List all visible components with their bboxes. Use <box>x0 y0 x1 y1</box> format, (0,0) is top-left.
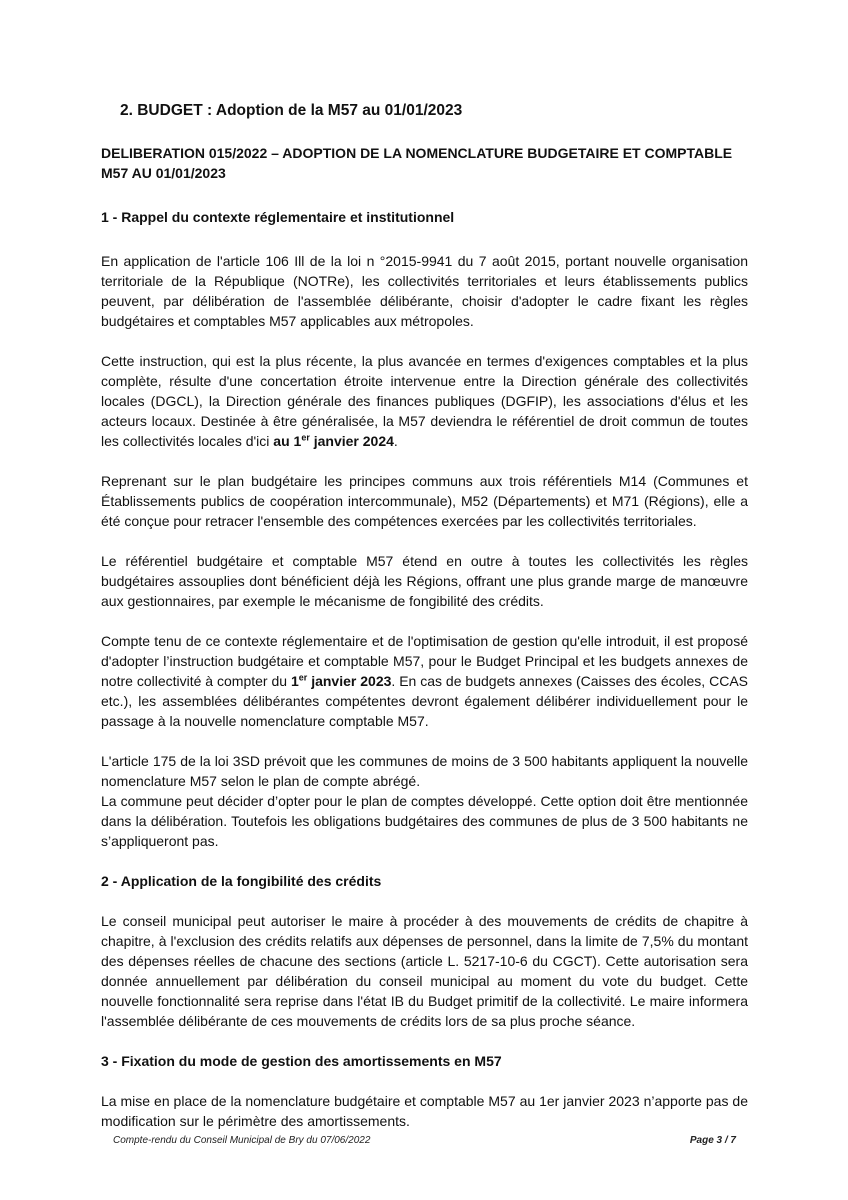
ordinal-suffix: er <box>298 672 308 683</box>
date-text: au 1 <box>273 433 302 449</box>
date-text: janvier 2023 <box>307 673 392 689</box>
date-highlight <box>291 673 391 689</box>
part1-paragraph-1: En application de l'article 106 Ill de la loi n °2015-9941 du 7 août 2015, portant nouvelle organisation territoriale de la République (NOTRe), les collectivités territoriales et leurs établissements publics peuvent, par délibération de l'assemblée délibérante, choisir d'adopter le cadre fixant les règles budgétaires et comptables M57 applicables aux métropoles. <box>101 253 748 329</box>
part1-paragraph-3: Reprenant sur le plan budgétaire les principes communs aux trois référentiels M14 (Communes et Établissements publics de coopération intercommunale), M52 (Départements) et M71 (Régions), elle a été conçue pour retracer l'ensemble des compétences exercées par les collectivités territoriales. <box>101 473 748 529</box>
part3-paragraph-1: La mise en place de la nomenclature budgétaire et comptable M57 au 1er janvier 2023 n’apporte pas de modification sur le périmètre des amortissements. <box>101 1093 748 1129</box>
part1-paragraph-6a: L'article 175 de la loi 3SD prévoit que les communes de moins de 3 500 habitants appliquent la nouvelle nomenclature M57 selon le plan de compte abrégé. <box>101 753 748 789</box>
date-text: janvier 2024 <box>309 433 394 449</box>
ordinal-suffix: er <box>301 432 310 443</box>
part1-heading: 1 - Rappel du contexte réglementaire et institutionnel <box>101 209 455 225</box>
part1-paragraph-2 <box>101 351 748 451</box>
date-text: 1 <box>290 673 299 689</box>
date-highlight <box>273 433 394 449</box>
footer-page-number: Page 3 / 7 <box>689 1135 736 1146</box>
part3-heading: 3 - Fixation du mode de gestion des amortissements en M57 <box>101 1053 502 1069</box>
paragraph-text: . <box>393 433 398 449</box>
part1-paragraph-5 <box>101 631 748 731</box>
paragraph-text: Cette instruction, qui est la plus récente, la plus avancée en termes d'exigences comptables et la plus complète, résulte d'une concertation étroite intervenue entre la Direction générale des collectivités locales (DGCL), la Direction générale des finances publiques (DGFIP), les associations d'élus et les acteurs locaux. Destinée à être généralisée, la M57 deviendra le référentiel de droit commun de toutes les collectivités locales d'ici <box>101 353 748 449</box>
part1-paragraph-4: Le référentiel budgétaire et comptable M57 étend en outre à toutes les collectivités les règles budgétaires assouplies dont bénéficient déjà les Régions, offrant une plus grande marge de manœuvre aux gestionnaires, par exemple le mécanisme de fongibilité des crédits. <box>101 553 748 609</box>
part2-paragraph-1: Le conseil municipal peut autoriser le maire à procéder à des mouvements de crédits de chapitre à chapitre, à l'exclusion des crédits relatifs aux dépenses de personnel, dans la limite de 7,5% du montant des dépenses réelles de chacune des sections (article L. 5217-10-6 du CGCT). Cette autorisation sera donnée annuellement par délibération du conseil municipal au moment du vote du budget. Cette nouvelle fonctionnalité sera reprise dans l'état IB du Budget primitif de la collectivité. Le maire informera l'assemblée délibérante de ces mouvements de crédits lors de sa plus proche séance. <box>101 913 748 1029</box>
part2-heading: 2 - Application de la fongibilité des crédits <box>101 873 382 889</box>
page-content <box>101 98 748 1131</box>
paragraph-text: . En cas de budgets annexes (Caisses des écoles, CCAS etc.), les assemblées délibérantes compétentes devront également délibérer individuellement pour le passage à la nouvelle nomenclature comptable M57. <box>101 673 749 729</box>
page-footer <box>113 1135 736 1146</box>
deliberation-title: DELIBERATION 015/2022 – ADOPTION DE LA NOMENCLATURE BUDGETAIRE ET COMPTABLE M57 AU 01/01/2023 <box>101 145 733 181</box>
section-title: 2. BUDGET : Adoption de la M57 au 01/01/2023 <box>120 102 463 119</box>
footer-document-title: Compte-rendu du Conseil Municipal de Bry du 07/06/2022 <box>113 1135 371 1146</box>
part1-paragraph-6b: La commune peut décider d’opter pour le plan de comptes développé. Cette option doit être mentionnée dans la délibération. Toutefois les obligations budgétaires des communes de plus de 3 500 habitants ne s’appliqueront pas. <box>101 793 748 849</box>
paragraph-text: Compte tenu de ce contexte réglementaire et de l'optimisation de gestion qu'elle introduit, il est proposé d'adopter l’instruction budgétaire et comptable M57, pour le Budget Principal et les budgets annexes de notre collectivité à compter du <box>101 633 748 689</box>
